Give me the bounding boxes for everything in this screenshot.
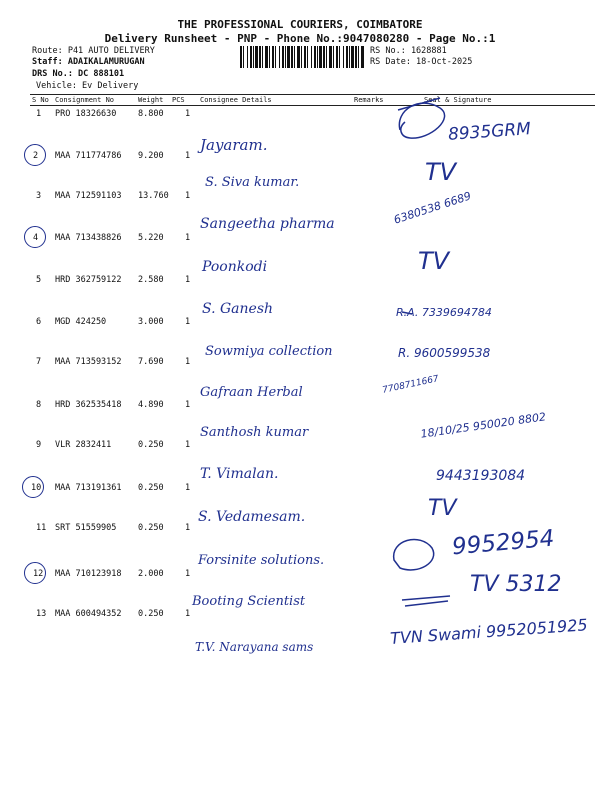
row-sno: 4 [33,233,39,243]
row-consignment: PRO 18326630 [55,109,117,119]
route-label: Route: P41 AUTO DELIVERY [32,46,155,56]
row-pcs: 1 [185,609,191,619]
signature: 9952954 [451,525,556,561]
runsheet-subtitle: Delivery Runsheet - PNP - Phone No.:9047080280 - Page No.:1 [104,32,496,45]
header-remarks: Remarks [354,96,384,104]
signature: TV [418,247,450,275]
consignee-handwriting: Gafraan Herbal [200,385,303,400]
header-consignee: Consignee Details [200,96,272,104]
consignee-handwriting: Booting Scientist [192,594,306,609]
row-pcs: 1 [185,233,191,243]
consignee-handwriting: S. Vedamesam. [198,509,306,525]
row-sno: 10 [31,483,42,493]
row-consignment: VLR 2832411 [55,440,112,450]
consignee-handwriting: Sangeetha pharma [200,216,335,232]
row-pcs: 1 [185,191,191,201]
signature: 8935GRM [447,119,532,145]
row-sno: 11 [36,523,47,533]
row-pcs: 1 [185,483,191,493]
header-consignment: Consignment No [55,96,115,104]
row-weight: 0.250 [138,483,164,493]
row-weight: 2.580 [138,275,164,285]
signature: 7708711667 [381,374,440,396]
row-weight: 0.250 [138,523,164,533]
signature: 9443193084 [436,468,526,484]
row-weight: 5.220 [138,233,164,243]
row-consignment: MAA 713593152 [55,357,122,367]
header-top-rule [30,94,595,95]
signature: R. 9600599538 [398,346,491,360]
row-pcs: 1 [185,151,191,161]
signature: TV 5312 [470,572,562,597]
row-consignment: HRD 362535418 [55,400,122,410]
header-weight: Weight [138,96,164,104]
row-pcs: 1 [185,440,191,450]
row-weight: 4.890 [138,400,164,410]
consignee-handwriting: Sowmiya collection [205,344,333,359]
row-consignment: SRT 51559905 [55,523,117,533]
serial-circle-mark [24,562,46,584]
serial-circle-mark [22,476,44,498]
row-weight: 13.760 [138,191,169,201]
row-consignment: MAA 710123918 [55,569,122,579]
rs-date: RS Date: 18-Oct-2025 [370,57,473,67]
signature: TV [425,158,457,186]
vehicle-label: Vehicle: Ev Delivery [36,81,139,91]
row-sno: 2 [33,151,39,161]
row-sno: 8 [36,400,42,410]
row-consignment: MAA 713191361 [55,483,122,493]
row-sno: 3 [36,191,42,201]
row-weight: 7.690 [138,357,164,367]
row-sno: 7 [36,357,42,367]
row-consignment: MAA 600494352 [55,609,122,619]
consignee-handwriting: T.V. Narayana sams [195,640,314,654]
consignee-handwriting: Forsinite solutions. [198,553,325,568]
signature: 18/10/25 950020 8802 [419,410,547,441]
serial-circle-mark [24,144,46,166]
row-weight: 2.000 [138,569,164,579]
row-sno: 1 [36,109,42,119]
row-pcs: 1 [185,317,191,327]
row-sno: 12 [33,569,44,579]
row-pcs: 1 [185,523,191,533]
row-sno: 5 [36,275,42,285]
consignee-handwriting: Santhosh kumar [200,425,309,440]
row-weight: 0.250 [138,609,164,619]
row-consignment: MAA 712591103 [55,191,122,201]
row-sno: 6 [36,317,42,327]
header-seal: Seal & Signature [424,96,492,104]
header-pcs: PCS [172,96,185,104]
row-consignment: MAA 711774786 [55,151,122,161]
row-sno: 9 [36,440,42,450]
row-weight: 9.200 [138,151,164,161]
row-pcs: 1 [185,109,191,119]
row-consignment: HRD 362759122 [55,275,122,285]
row-weight: 8.800 [138,109,164,119]
header-sno: S No [32,96,49,104]
consignee-handwriting: Poonkodi [202,259,268,275]
signature: TV [428,496,457,521]
row-pcs: 1 [185,569,191,579]
row-weight: 3.000 [138,317,164,327]
serial-circle-mark [24,226,46,248]
rs-number: RS No.: 1628881 [370,46,447,56]
consignee-handwriting: S. Siva kumar. [205,175,300,190]
signature: 6380538 6689 [392,189,473,227]
consignee-handwriting: T. Vimalan. [200,466,279,482]
row-weight: 0.250 [138,440,164,450]
row-consignment: MGD 424250 [55,317,107,327]
signature: R.A. 7339694784 [396,306,492,319]
row-pcs: 1 [185,357,191,367]
signature: TVN Swami 9952051925 [389,615,589,648]
drs-label: DRS No.: DC 888101 [32,69,125,79]
barcode [240,46,366,68]
row-pcs: 1 [185,400,191,410]
company-title: THE PROFESSIONAL COURIERS, COIMBATORE [177,18,423,31]
consignee-handwriting: Jayaram. [200,136,268,154]
consignee-handwriting: S. Ganesh [202,301,274,317]
row-sno: 13 [36,609,47,619]
header-bottom-rule [30,105,595,106]
staff-label: Staff: ADAIKALAMURUGAN [32,57,145,67]
row-pcs: 1 [185,275,191,285]
row-consignment: MAA 713438826 [55,233,122,243]
